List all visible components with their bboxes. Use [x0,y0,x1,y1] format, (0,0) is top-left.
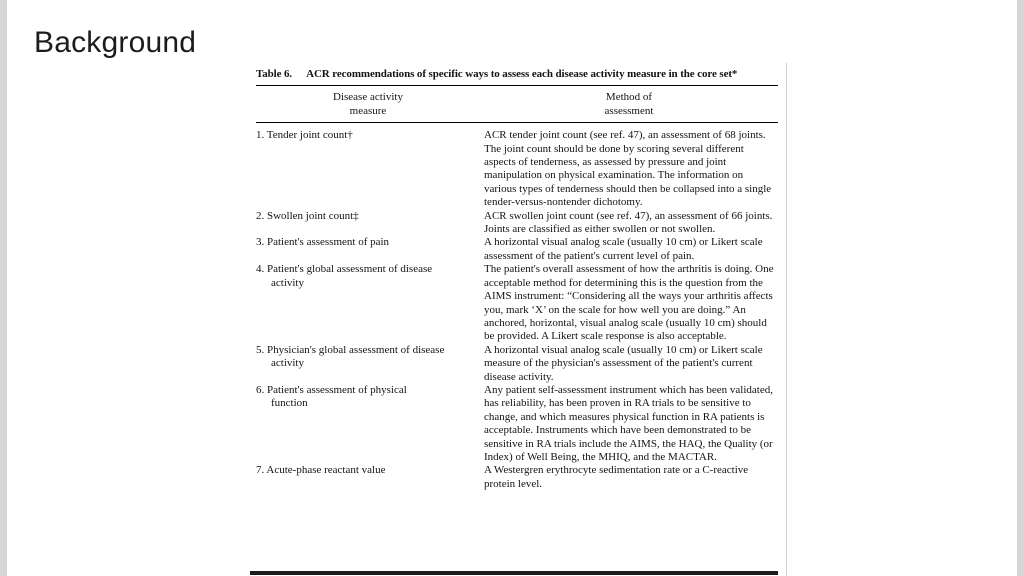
table-row [256,210,778,237]
measure-cell: 6. Patient's assessment of physical function [256,383,407,410]
table-body [256,123,778,491]
table-caption-text: ACR recommendations of specific ways to assess each disease activity measure in the core set* [306,68,738,80]
table-row [256,464,778,491]
table-row [256,129,778,209]
table-row [256,263,778,343]
column-header-method: Method of assessment [604,91,654,117]
scanned-table-image [247,63,787,576]
table-row [256,344,778,384]
measure-cell: 1. Tender joint count† [256,129,353,142]
method-cell: ACR swollen joint count (see ref. 47), an assessment of 66 joints. Joints are classified as either swollen or not swollen. [484,209,773,236]
method-cell: The patient's overall assessment of how the arthritis is doing. One acceptable method for determining this is the question from the AIMS instrument: “Considering all the ways your arthritis affects you, mark ‘X’ on the scale for how well you are doing.” An anchored, horizontal, visual analog scale (usually 10 cm) should be provided. A Likert scale response is also acceptable. [484,263,774,343]
measure-cell: 2. Swollen joint count‡ [256,209,359,222]
method-cell: Any patient self-assessment instrument which has been validated, has reliability, has been proven in RA trials to be sensitive to change, and which measures physical function in RA patients is acceptable. Instruments which have been demonstrated to be sensitive in RA trials include the AIMS, the HAQ, the Quality (or Index) of Well Being, the MHIQ, and the MACTAR. [484,383,773,463]
table-caption [256,68,778,81]
slide-left-edge [0,0,7,576]
method-cell: A Westergren erythrocyte sedimentation rate or a C-reactive protein level. [484,464,749,490]
table-row [256,384,778,464]
column-header-measure-cell [256,91,480,118]
method-cell: A horizontal visual analog scale (usually 10 cm) or Likert scale assessment of the patient's current level of pain. [484,236,763,262]
table-caption-label: Table 6. [256,68,293,80]
column-header-measure: Disease activity measure [333,91,403,117]
method-cell: A horizontal visual analog scale (usually 10 cm) or Likert scale measure of the physician's assessment of the patient's current disease activity. [484,343,763,383]
measure-cell: 7. Acute-phase reactant value [256,464,386,477]
measure-cell: 3. Patient's assessment of pain [256,236,390,249]
table-row [256,236,778,263]
measure-cell: 5. Physician's global assessment of disease activity [256,343,445,370]
slide-right-edge [1017,0,1024,576]
method-cell: ACR tender joint count (see ref. 47), an assessment of 68 joints. The joint count should be done by scoring several different aspects of tenderness, as assessed by pressure and joint manipulation on physical examination. The information on various types of tenderness should then be collapsed into a single tender-versus-nontender dichotomy. [484,129,772,209]
slide-title: Background [34,26,197,59]
scan-cutoff-band [250,571,778,575]
column-header-method-cell [480,91,778,118]
measure-cell: 4. Patient's global assessment of disease activity [256,263,433,289]
table-header-row [256,86,778,122]
